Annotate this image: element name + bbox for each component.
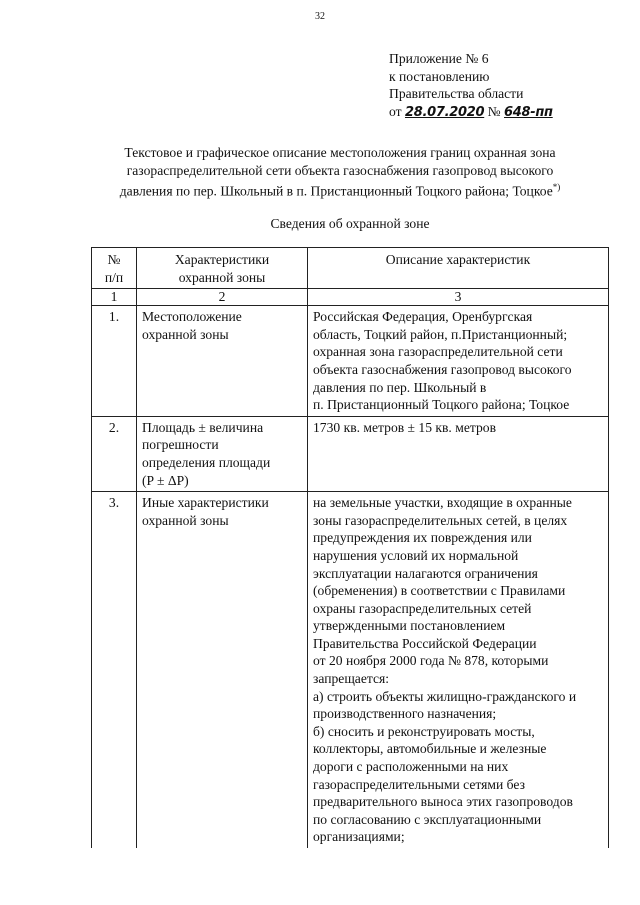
appendix-line-3: Правительства области [389,86,524,101]
handwritten-date: 28.07.2020 [404,104,485,120]
appendix-date-line [389,103,553,122]
header-col-number: № п/п [92,248,137,289]
protected-zone-table [91,247,609,848]
column-number-row [92,289,609,306]
column-number: 2 [137,289,308,306]
row-characteristic: Площадь ± величина погрешности определения площади (P ± ΔP) [137,416,308,491]
appendix-line-2: к постановлению [389,68,490,84]
row-number: 3. [92,492,137,848]
appendix-block [389,50,553,121]
number-prefix: № [487,103,501,119]
header-col-characteristics: Характеристики охранной зоны [137,248,308,289]
row-description: 1730 кв. метров ± 15 кв. метров [308,416,609,491]
row-number: 2. [92,416,137,491]
table-row [92,306,609,417]
header-col-description: Описание характеристик [308,248,609,289]
title-line-2: газораспределительной сети объекта газоснабжения газопровод высокого [126,162,554,178]
row-number: 1. [92,306,137,417]
row-characteristic: Иные характеристики охранной зоны [137,492,308,848]
section-subtitle: Сведения об охранной зоне [270,216,430,231]
table-row [92,492,609,848]
column-number: 1 [92,289,137,306]
table-header-row [92,248,609,289]
table-row [92,416,609,491]
footnote-mark: *) [552,182,561,192]
appendix-line-1: Приложение № 6 [389,51,489,66]
row-description: Российская Федерация, Оренбургская область, Тоцкий район, п.Пристанционный; охранная зона газораспределительной сети объекта газоснабжения газопровод высокого давления по пер. Школьный в п. Пристанционный Тоцкого района; Тоцкое [308,306,609,417]
handwritten-number: 648-пп [504,104,553,120]
document-title [80,144,600,200]
title-line-1: Текстовое и графическое описание местоположения границ охранная зона [124,145,556,160]
row-description: на земельные участки, входящие в охранные зоны газораспределительных сетей, в целях предупреждения их повреждения или нарушения условий их нормальной эксплуатации налагаются ограничения (обременения) в соответствии с Правилами охраны газораспределительных сетей утвержденными постановлением Правительства Российской Федерации от 20 ноября 2000 года № 878, которыми запрещается: а) строить объекты жилищно-гражданского и производственного назначения; б) сносить и реконструировать мосты, коллекторы, автомобильные и железные дороги с расположенными на них газораспределительными сетями без предварительного выноса этих газопроводов по согласованию с эксплуатационными организациями; [308,492,609,848]
row-characteristic: Местоположение охранной зоны [137,306,308,417]
column-number: 3 [308,289,609,306]
page-number: 32 [315,11,325,22]
date-prefix: от [389,103,402,119]
title-line-3: давления по пер. Школьный в п. Пристанционный Тоцкого района; Тоцкое*) [119,182,561,199]
